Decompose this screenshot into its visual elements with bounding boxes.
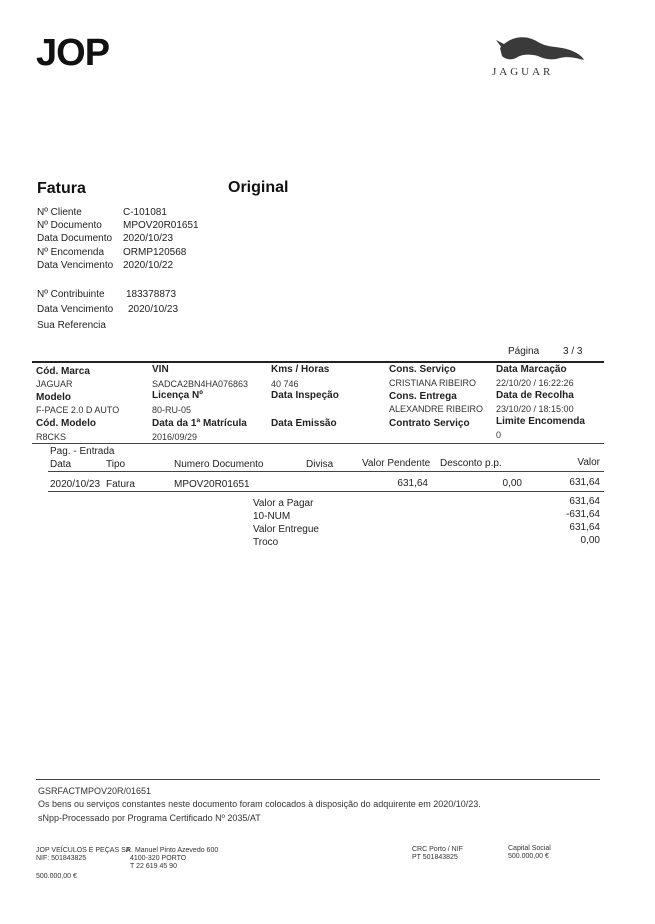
total-value: 0,00: [580, 535, 600, 546]
row-desconto: 0,00: [502, 478, 522, 489]
field-label: Data Documento: [37, 233, 113, 244]
field-label: Data Vencimento: [37, 304, 114, 315]
col-tipo: Tipo: [106, 459, 126, 470]
company-logo: JOP: [36, 32, 110, 74]
divider: [32, 361, 604, 363]
crc-label: CRC Porto / NIF: [412, 846, 463, 853]
field-value: C-101081: [123, 207, 167, 218]
modelo-label: Modelo: [36, 392, 71, 403]
document-title: Fatura: [37, 180, 86, 197]
field-label: Nº Contribuinte: [37, 289, 105, 300]
total-label: Valor Entregue: [253, 524, 319, 535]
data-matricula-value: 2016/09/29: [152, 432, 198, 442]
col-pendente: Valor Pendente: [362, 458, 431, 469]
limite-label: Limite Encomenda: [496, 416, 585, 427]
field-label: Nº Documento: [37, 220, 102, 231]
total-value: 631,64: [569, 522, 600, 533]
company-nif: NIF: 501843825: [36, 855, 87, 862]
company-phone: T 22 619 45 90: [130, 863, 177, 870]
field-value: MPOV20R01651: [123, 220, 199, 231]
row-numero: MPOV20R01651: [174, 479, 250, 490]
data-marcacao-label: Data Marcação: [496, 364, 567, 375]
footer-disposition: Os bens ou serviços constantes neste documento foram colocados à disposição do adquirente em 2020/10/23.: [38, 799, 481, 809]
contrato-label: Contrato Serviço: [389, 418, 470, 429]
payments-title: Pag. - Entrada: [50, 446, 115, 457]
data-recolha-value: 23/10/20 / 18:15:00: [496, 404, 574, 414]
col-data: Data: [50, 459, 72, 470]
company-name: JOP VEÍCULOS E PEÇAS SA: [36, 847, 131, 854]
cod-modelo-value: R8CKS: [36, 432, 67, 442]
footer-certified: sNpp-Processado por Programa Certificado Nº 2035/AT: [38, 813, 261, 823]
total-label: Troco: [253, 537, 279, 548]
field-label: Data Vencimento: [37, 260, 114, 271]
footer-divider: [36, 779, 600, 780]
crc-value: PT 501843825: [412, 854, 458, 861]
col-divisa: Divisa: [306, 459, 334, 470]
cons-servico-label: Cons. Serviço: [389, 364, 456, 375]
vin-value: SADCA2BN4HA076863: [152, 379, 249, 389]
limite-value: 0: [496, 430, 502, 440]
footer-ref: GSRFACTMPOV20R/01651: [38, 786, 152, 796]
field-value: 2020/10/22: [123, 260, 174, 271]
col-valor: Valor: [577, 457, 600, 468]
row-pendente: 631,64: [397, 478, 428, 489]
modelo-value: F-PACE 2.0 D AUTO: [36, 405, 120, 415]
field-label: Nº Cliente: [37, 207, 82, 218]
page-value: 3 / 3: [563, 346, 583, 357]
divider: [32, 443, 604, 444]
brand-wordmark: JAGUAR: [492, 66, 554, 78]
total-label: 10-NUM: [253, 511, 291, 522]
cod-marca-label: Cód. Marca: [36, 366, 90, 377]
data-marcacao-value: 22/10/20 / 16:22:26: [496, 378, 574, 388]
field-value: 2020/10/23: [128, 304, 179, 315]
data-matricula-label: Data da 1ª Matrícula: [152, 418, 247, 429]
data-inspecao-label: Data Inspeção: [271, 390, 339, 401]
licenca-value: 80-RU-05: [152, 405, 192, 415]
page-label: Página: [508, 346, 540, 357]
cons-entrega-label: Cons. Entrega: [389, 391, 457, 402]
field-value: ORMP120568: [123, 247, 187, 258]
row-tipo: Fatura: [106, 479, 135, 490]
col-numero: Numero Documento: [174, 459, 264, 470]
cons-entrega-value: ALEXANDRE RIBEIRO: [389, 404, 484, 414]
col-desconto: Desconto p.p.: [440, 458, 502, 469]
divider: [48, 471, 604, 472]
kms-label: Kms / Horas: [271, 364, 330, 375]
row-data: 2020/10/23: [50, 479, 101, 490]
total-label: Valor a Pagar: [253, 498, 314, 509]
field-value: 183378873: [126, 289, 177, 300]
total-value: -631,64: [566, 509, 600, 520]
divider: [48, 491, 604, 492]
row-valor: 631,64: [569, 477, 600, 488]
cod-marca-value: JAGUAR: [36, 379, 73, 389]
capital-value: 500.000,00 €: [508, 853, 549, 860]
company-address-2: 4100-320 PORTO: [130, 855, 187, 862]
field-label: Nº Encomenda: [37, 247, 105, 258]
company-address-1: R. Manuel Pinto Azevedo 600: [126, 847, 219, 854]
data-emissao-label: Data Emissão: [271, 418, 337, 429]
capital-label: Capital Social: [508, 845, 551, 852]
vin-label: VIN: [152, 364, 169, 375]
total-value: 631,64: [569, 496, 600, 507]
cod-modelo-label: Cód. Modelo: [36, 418, 96, 429]
field-label: Sua Referencia: [37, 320, 106, 331]
field-value: 2020/10/23: [123, 233, 174, 244]
licenca-label: Licença Nº: [152, 390, 203, 401]
cons-servico-value: CRISTIANA RIBEIRO: [389, 378, 477, 388]
copy-label: Original: [228, 179, 289, 196]
kms-value: 40 746: [271, 379, 299, 389]
data-recolha-label: Data de Recolha: [496, 390, 574, 401]
capital-bottom: 500.000,00 €: [36, 873, 77, 880]
